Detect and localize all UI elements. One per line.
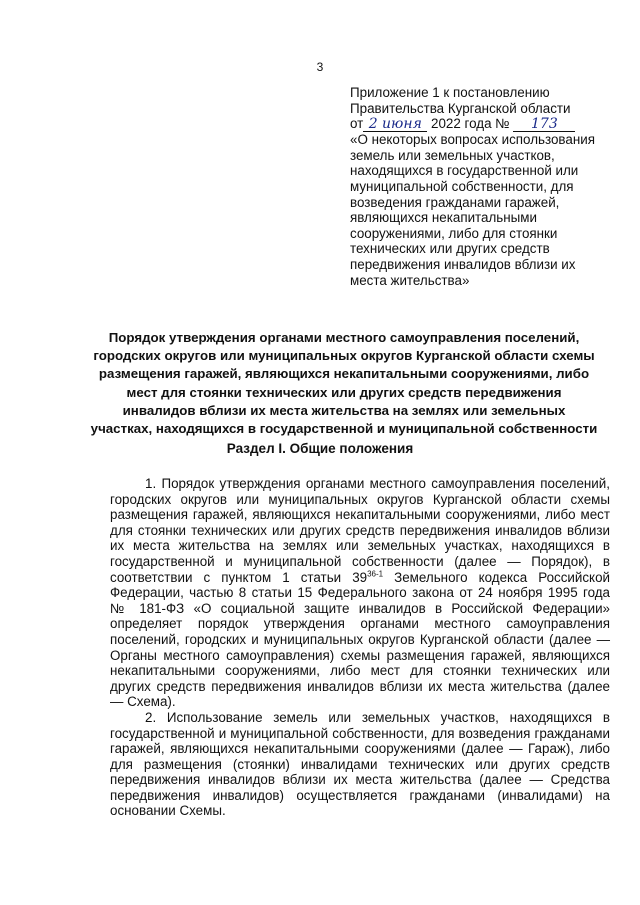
document-title bbox=[78, 329, 610, 438]
year-text: 2022 года № bbox=[431, 116, 510, 132]
paragraph-1-text-a: 1. Порядок утверждения органами местного самоуправления поселений, городских округов или муниципальных округов Курганской области схемы размещения гаражей, являющихся некапитальными сооружениями, либо мест для стоянки технических или других средств передвижения инвалидов вблизи их места жительства на землях или земельных участках, находящихся в государственной и муниципальной собственности (далее — Порядок), в соответствии с пунктом 1 статьи 39 bbox=[110, 476, 610, 585]
quote-line: возведения гражданами гаражей, bbox=[350, 194, 560, 210]
appendix-date-line bbox=[350, 116, 615, 132]
appendix-quote bbox=[350, 132, 615, 288]
title-line: мест для стоянки технических или других средств передвижения bbox=[126, 384, 562, 400]
handwritten-number: 173 bbox=[513, 118, 575, 132]
title-line: Порядок утверждения органами местного самоуправления поселений, bbox=[108, 330, 580, 345]
body-text bbox=[110, 476, 610, 819]
paragraph-2: 2. Использование земель или земельных участков, находящихся в государственной и муниципальной собственности, для возведения гражданами гаражей, являющихся некапитальными сооружениями (далее — Гараж), либо для размещения (стоянки) инвалидами технических или других средств передвижения инвалидов вблизи их места жительства (далее — Средства передвижения инвалидов) осуществляется гражданами (инвалидами) на основании Схемы. bbox=[110, 709, 610, 819]
paragraph-1 bbox=[110, 476, 610, 710]
quote-line: «О некоторых вопросах использования bbox=[350, 132, 595, 148]
appendix-line-1: Приложение 1 к постановлению bbox=[350, 85, 550, 100]
quote-line: находящихся в государственной или bbox=[350, 163, 579, 179]
quote-line: места жительства» bbox=[350, 272, 470, 288]
quote-line: сооружениями, либо для стоянки bbox=[350, 225, 558, 241]
appendix-line-2: Правительства Курганской области bbox=[350, 100, 571, 116]
from-label: от bbox=[350, 116, 364, 132]
quote-line: передвижения инвалидов вблизи их bbox=[350, 256, 576, 272]
section-heading: Раздел I. Общие положения bbox=[226, 441, 414, 456]
quote-line: земель или земельных участков, bbox=[350, 147, 555, 163]
title-line: городских округов или муниципальных округов Курганской области схемы bbox=[93, 348, 595, 364]
appendix-header bbox=[350, 85, 615, 288]
quote-line: являющихся некапитальными bbox=[350, 210, 537, 226]
title-line: инвалидов вблизи их места жительства на землях или земельных bbox=[122, 402, 566, 418]
title-line: участках, находящихся в государственной и муниципальной собственности bbox=[90, 421, 598, 437]
handwritten-date: 2 июня bbox=[363, 118, 427, 132]
quote-line: муниципальной собственности, для bbox=[350, 178, 574, 194]
article-superscript: 36-1 bbox=[367, 569, 384, 579]
quote-line: технических или других средств bbox=[350, 241, 550, 257]
title-line: размещения гаражей, являющихся некапитальными сооружениями, либо bbox=[98, 366, 590, 382]
paragraph-1-text-b: Земельного кодекса Российской Федерации, частью 8 статьи 15 Федерального закона от 24 ноября 1995 года № 181-ФЗ «О социальной защите инвалидов в Российской Федерации» определяет порядок утверждения органами местного самоуправления поселений, городских и муниципальных округов Курганской области (далее — Органы местного самоуправления) схемы размещения гаражей, являющихся некапитальными сооружениями, либо мест для стоянки технических или других средств передвижения инвалидов вблизи их места жительства (далее — Схема). bbox=[110, 569, 610, 710]
page-number: 3 bbox=[316, 60, 324, 74]
